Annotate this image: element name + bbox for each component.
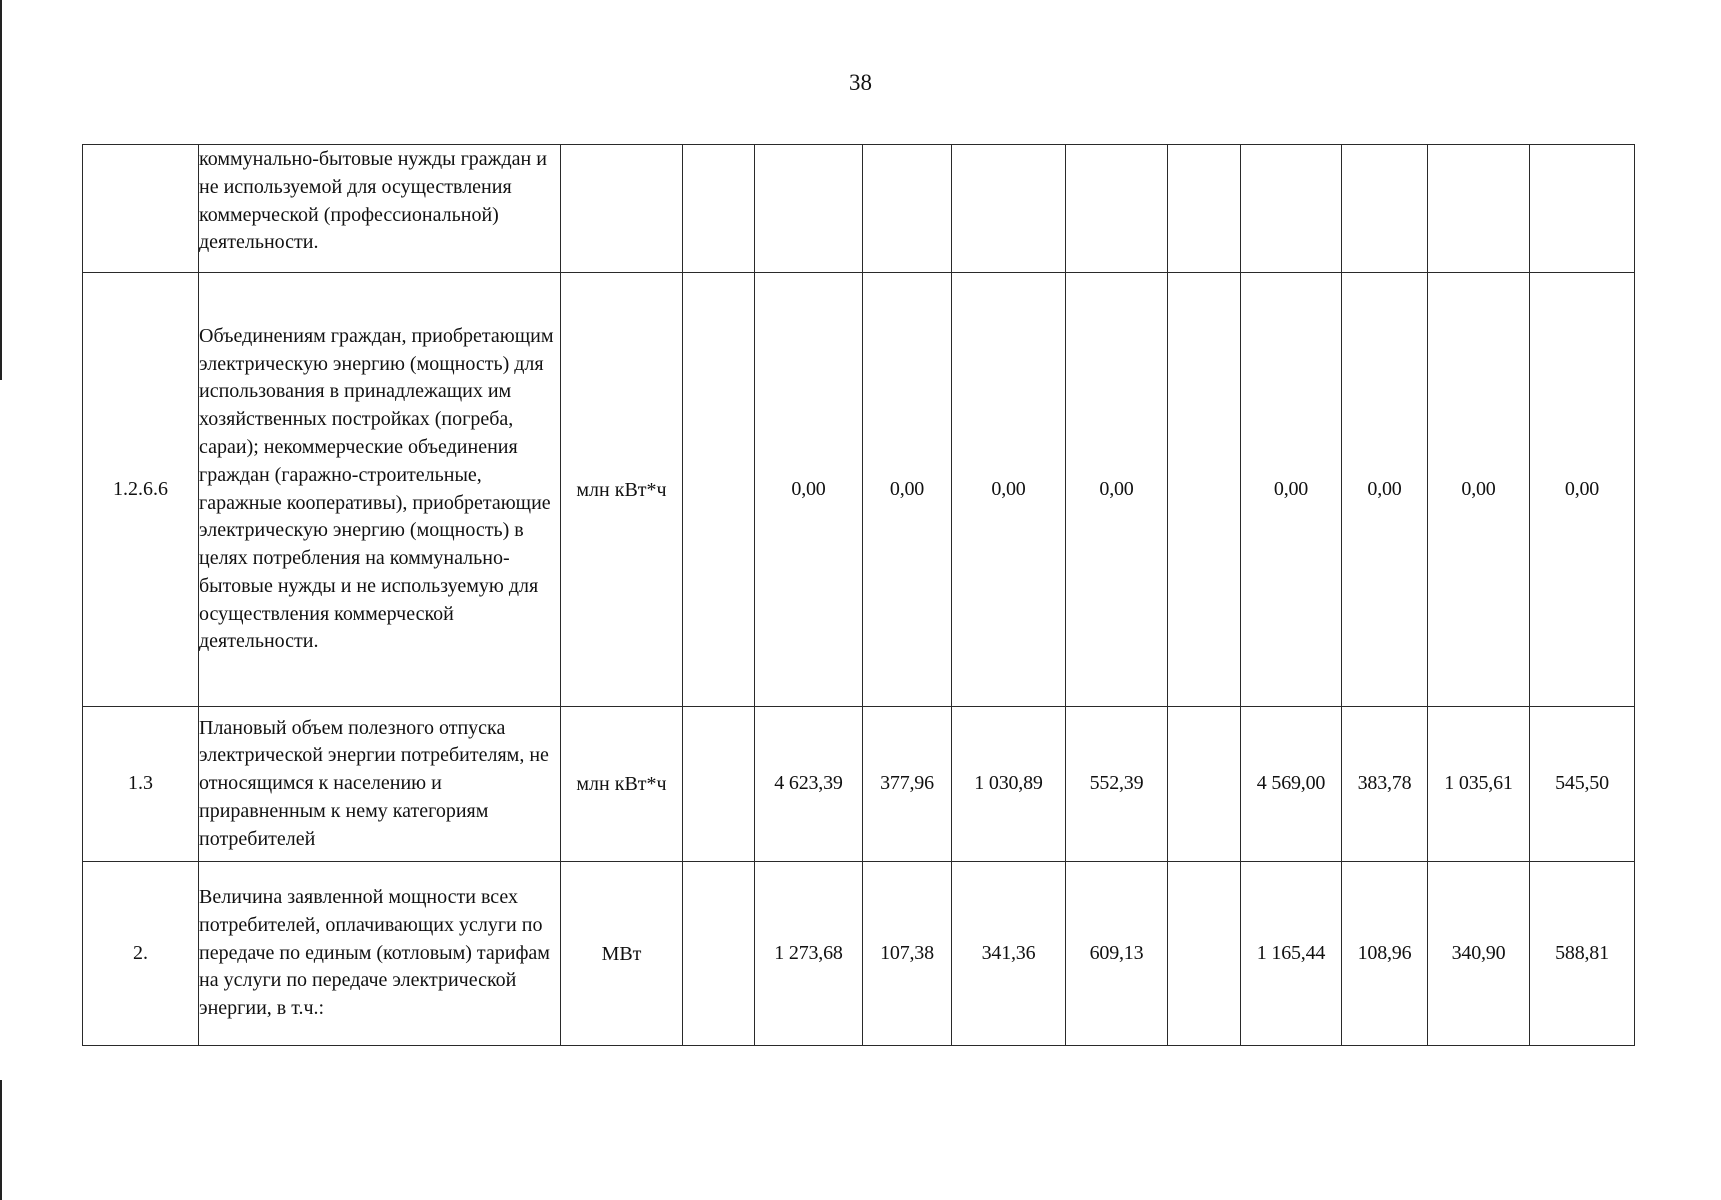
table-row	[83, 273, 1635, 707]
value-cell: 4 623,39	[755, 707, 863, 862]
value-cell	[1241, 145, 1342, 273]
value-cell: 552,39	[1066, 707, 1168, 862]
value-cell	[1168, 862, 1241, 1046]
scan-edge-line	[0, 1080, 2, 1200]
scan-edge-line	[0, 0, 2, 380]
row-unit: МВт	[561, 862, 683, 1046]
value-cell: 108,96	[1342, 862, 1428, 1046]
value-cell	[1342, 145, 1428, 273]
value-cell: 383,78	[1342, 707, 1428, 862]
value-cell: 0,00	[1241, 273, 1342, 707]
value-cell	[863, 145, 952, 273]
row-number	[83, 145, 199, 273]
row-number: 1.2.6.6	[83, 273, 199, 707]
value-cell	[683, 707, 755, 862]
value-cell: 609,13	[1066, 862, 1168, 1046]
value-cell	[1428, 145, 1530, 273]
value-cell	[683, 145, 755, 273]
value-cell	[683, 273, 755, 707]
row-number: 2.	[83, 862, 199, 1046]
value-cell: 0,00	[863, 273, 952, 707]
value-cell: 588,81	[1530, 862, 1635, 1046]
value-cell: 545,50	[1530, 707, 1635, 862]
value-cell: 0,00	[1342, 273, 1428, 707]
row-unit: млн кВт*ч	[561, 707, 683, 862]
table-row	[83, 707, 1635, 862]
value-cell	[1168, 145, 1241, 273]
value-cell: 340,90	[1428, 862, 1530, 1046]
row-description: Плановый объем полезного отпуска электрической энергии потребителям, не относящимся к населению и приравненным к нему категориям потребителей	[199, 707, 561, 862]
value-cell: 4 569,00	[1241, 707, 1342, 862]
row-description: Объединениям граждан, приобретающим электрическую энергию (мощность) для использования в принадлежащих им хозяйственных постройках (погреба, сараи); некоммерческие объединения граждан (гаражно-строительные, гаражные кооперативы), приобретающие электрическую энергию (мощность) в целях потребления на коммунально-бытовые нужды и не используемую для осуществления коммерческой деятельности.	[199, 273, 561, 707]
row-number: 1.3	[83, 707, 199, 862]
value-cell: 0,00	[952, 273, 1066, 707]
value-cell: 377,96	[863, 707, 952, 862]
value-cell: 0,00	[1428, 273, 1530, 707]
value-cell	[952, 145, 1066, 273]
table-row	[83, 145, 1635, 273]
value-cell: 1 273,68	[755, 862, 863, 1046]
value-cell	[1530, 145, 1635, 273]
value-cell: 1 165,44	[1241, 862, 1342, 1046]
row-unit	[561, 145, 683, 273]
value-cell	[1168, 273, 1241, 707]
value-cell	[683, 862, 755, 1046]
value-cell: 1 030,89	[952, 707, 1066, 862]
row-description: коммунально-бытовые нужды граждан и не используемой для осуществления коммерческой (профессиональной) деятельности.	[199, 145, 561, 273]
value-cell: 0,00	[1066, 273, 1168, 707]
value-cell	[1066, 145, 1168, 273]
value-cell: 0,00	[1530, 273, 1635, 707]
data-table	[82, 144, 1635, 1046]
value-cell: 0,00	[755, 273, 863, 707]
table-row	[83, 862, 1635, 1046]
row-description: Величина заявленной мощности всех потребителей, оплачивающих услуги по передаче по единым (котловым) тарифам на услуги по передаче электрической энергии, в т.ч.:	[199, 862, 561, 1046]
value-cell: 341,36	[952, 862, 1066, 1046]
value-cell: 1 035,61	[1428, 707, 1530, 862]
value-cell	[755, 145, 863, 273]
value-cell	[1168, 707, 1241, 862]
page-number: 38	[849, 70, 872, 95]
row-unit: млн кВт*ч	[561, 273, 683, 707]
value-cell: 107,38	[863, 862, 952, 1046]
